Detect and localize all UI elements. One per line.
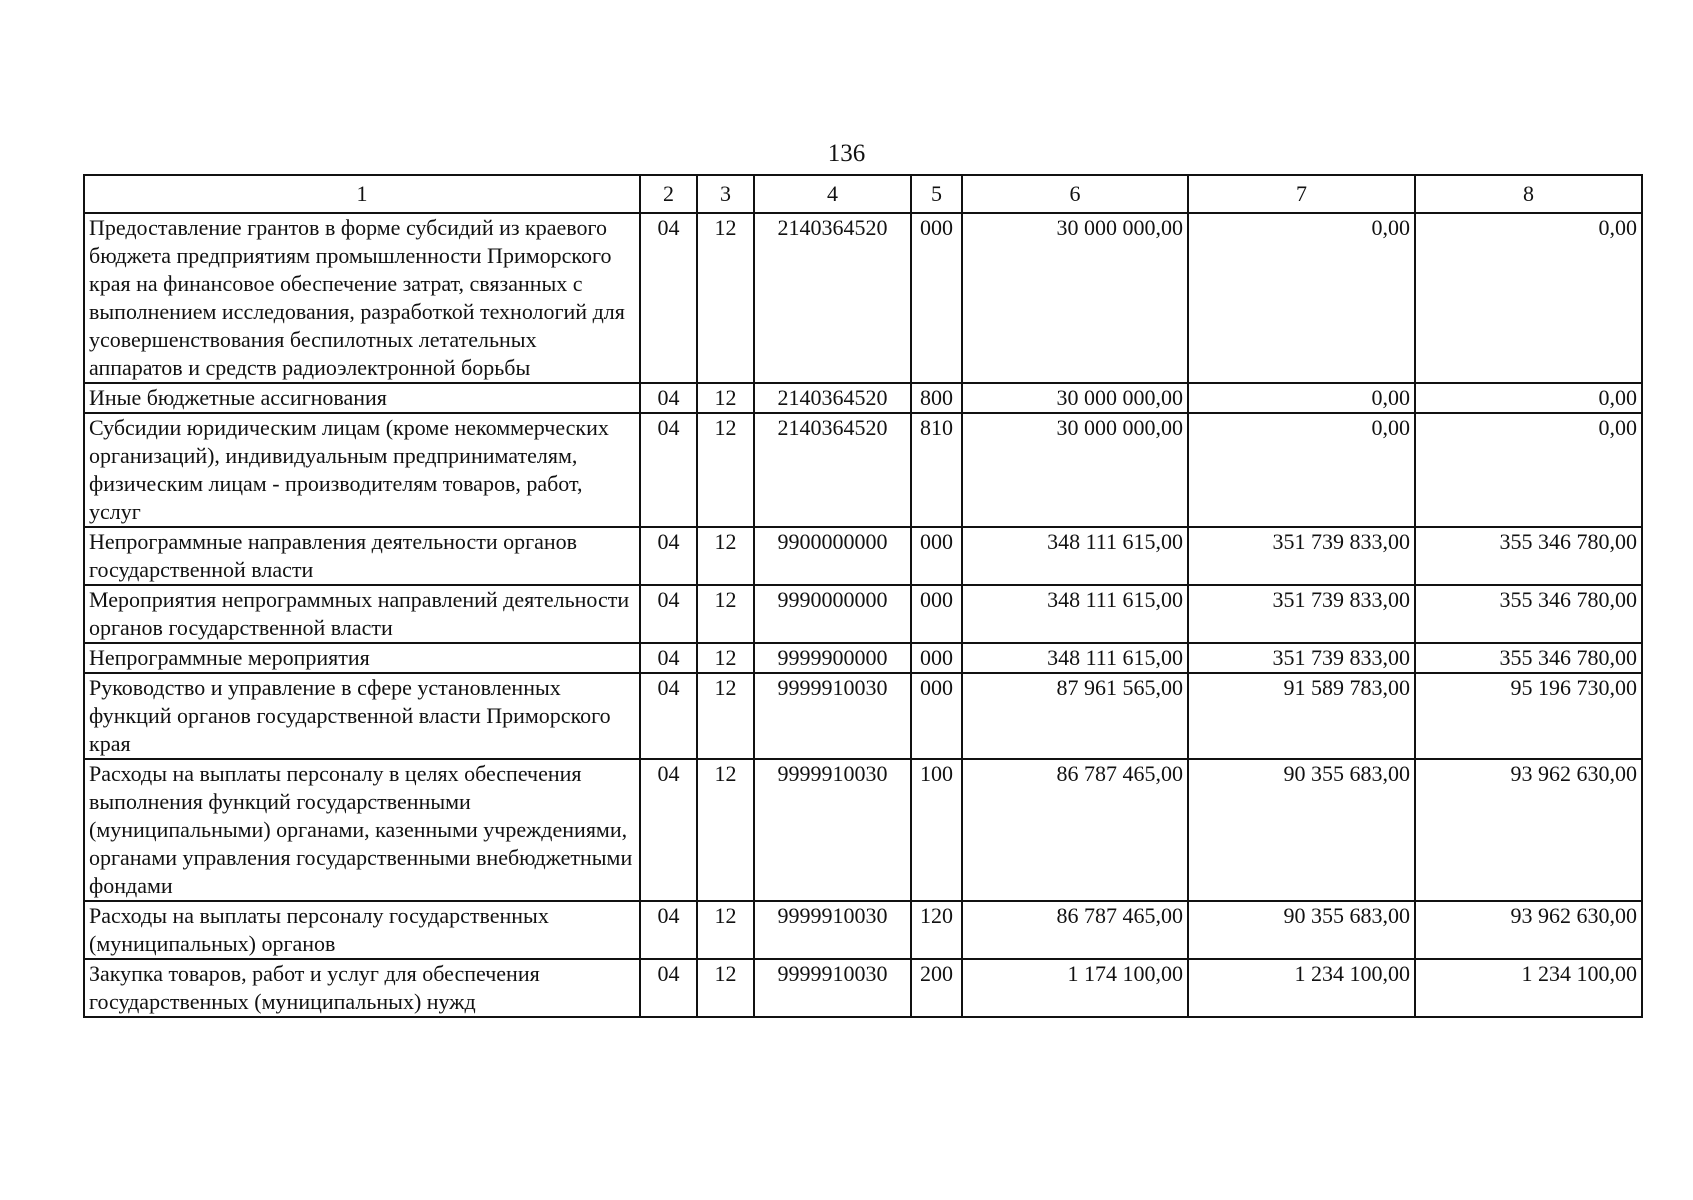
section-code: 04 xyxy=(640,527,697,585)
amount-year-1: 30 000 000,00 xyxy=(962,213,1188,383)
expense-type-code: 810 xyxy=(911,413,962,527)
expense-type-code: 000 xyxy=(911,643,962,673)
row-name: Непрограммные направления деятельности органов государственной власти xyxy=(84,527,640,585)
column-header: 1 xyxy=(84,175,640,213)
subsection-code: 12 xyxy=(697,413,754,527)
amount-year-3: 0,00 xyxy=(1415,413,1642,527)
amount-year-2: 0,00 xyxy=(1188,213,1415,383)
amount-year-1: 30 000 000,00 xyxy=(962,383,1188,413)
row-name: Расходы на выплаты персоналу в целях обеспечения выполнения функций государственными (муниципальными) органами, казенными учреждениями, органами управления государственными внебюджетными фондами xyxy=(84,759,640,901)
amount-year-3: 355 346 780,00 xyxy=(1415,585,1642,643)
subsection-code: 12 xyxy=(697,383,754,413)
column-header: 2 xyxy=(640,175,697,213)
amount-year-3: 0,00 xyxy=(1415,383,1642,413)
target-article-code: 2140364520 xyxy=(754,213,911,383)
table-row xyxy=(84,673,1642,759)
amount-year-3: 355 346 780,00 xyxy=(1415,527,1642,585)
table-body xyxy=(84,213,1642,1017)
section-code: 04 xyxy=(640,413,697,527)
subsection-code: 12 xyxy=(697,959,754,1017)
table-row xyxy=(84,901,1642,959)
target-article-code: 9999910030 xyxy=(754,673,911,759)
subsection-code: 12 xyxy=(697,527,754,585)
amount-year-3: 93 962 630,00 xyxy=(1415,759,1642,901)
amount-year-1: 348 111 615,00 xyxy=(962,527,1188,585)
target-article-code: 9990000000 xyxy=(754,585,911,643)
section-code: 04 xyxy=(640,585,697,643)
section-code: 04 xyxy=(640,959,697,1017)
target-article-code: 9900000000 xyxy=(754,527,911,585)
column-header: 4 xyxy=(754,175,911,213)
section-code: 04 xyxy=(640,383,697,413)
target-article-code: 9999910030 xyxy=(754,901,911,959)
row-name: Руководство и управление в сфере установленных функций органов государственной власти Приморского края xyxy=(84,673,640,759)
expense-type-code: 100 xyxy=(911,759,962,901)
row-name: Закупка товаров, работ и услуг для обеспечения государственных (муниципальных) нужд xyxy=(84,959,640,1017)
amount-year-3: 95 196 730,00 xyxy=(1415,673,1642,759)
table-row xyxy=(84,413,1642,527)
amount-year-2: 90 355 683,00 xyxy=(1188,759,1415,901)
amount-year-2: 1 234 100,00 xyxy=(1188,959,1415,1017)
amount-year-2: 90 355 683,00 xyxy=(1188,901,1415,959)
table-row xyxy=(84,383,1642,413)
expense-type-code: 120 xyxy=(911,901,962,959)
row-name: Расходы на выплаты персоналу государственных (муниципальных) органов xyxy=(84,901,640,959)
amount-year-2: 0,00 xyxy=(1188,413,1415,527)
row-name: Субсидии юридическим лицам (кроме некоммерческих организаций), индивидуальным предпринимателям, физическим лицам - производителям товаров, работ, услуг xyxy=(84,413,640,527)
amount-year-2: 351 739 833,00 xyxy=(1188,585,1415,643)
amount-year-3: 1 234 100,00 xyxy=(1415,959,1642,1017)
budget-table xyxy=(83,174,1643,1018)
target-article-code: 2140364520 xyxy=(754,413,911,527)
amount-year-2: 0,00 xyxy=(1188,383,1415,413)
column-header: 5 xyxy=(911,175,962,213)
expense-type-code: 800 xyxy=(911,383,962,413)
amount-year-1: 86 787 465,00 xyxy=(962,759,1188,901)
subsection-code: 12 xyxy=(697,585,754,643)
target-article-code: 9999900000 xyxy=(754,643,911,673)
subsection-code: 12 xyxy=(697,213,754,383)
section-code: 04 xyxy=(640,759,697,901)
amount-year-2: 91 589 783,00 xyxy=(1188,673,1415,759)
expense-type-code: 000 xyxy=(911,213,962,383)
row-name: Непрограммные мероприятия xyxy=(84,643,640,673)
expense-type-code: 000 xyxy=(911,585,962,643)
section-code: 04 xyxy=(640,213,697,383)
amount-year-1: 1 174 100,00 xyxy=(962,959,1188,1017)
amount-year-3: 93 962 630,00 xyxy=(1415,901,1642,959)
column-header: 3 xyxy=(697,175,754,213)
expense-type-code: 200 xyxy=(911,959,962,1017)
section-code: 04 xyxy=(640,643,697,673)
expense-type-code: 000 xyxy=(911,673,962,759)
target-article-code: 9999910030 xyxy=(754,959,911,1017)
expense-type-code: 000 xyxy=(911,527,962,585)
table-row xyxy=(84,759,1642,901)
amount-year-2: 351 739 833,00 xyxy=(1188,643,1415,673)
table-row xyxy=(84,643,1642,673)
row-name: Иные бюджетные ассигнования xyxy=(84,383,640,413)
target-article-code: 9999910030 xyxy=(754,759,911,901)
column-header: 8 xyxy=(1415,175,1642,213)
amount-year-1: 348 111 615,00 xyxy=(962,585,1188,643)
amount-year-1: 348 111 615,00 xyxy=(962,643,1188,673)
header-row xyxy=(84,175,1642,213)
table-row xyxy=(84,527,1642,585)
table-row xyxy=(84,959,1642,1017)
amount-year-1: 30 000 000,00 xyxy=(962,413,1188,527)
amount-year-1: 86 787 465,00 xyxy=(962,901,1188,959)
subsection-code: 12 xyxy=(697,901,754,959)
table-row xyxy=(84,213,1642,383)
subsection-code: 12 xyxy=(697,759,754,901)
page-number: 136 xyxy=(827,140,866,167)
row-name: Мероприятия непрограммных направлений деятельности органов государственной власти xyxy=(84,585,640,643)
column-header: 7 xyxy=(1188,175,1415,213)
section-code: 04 xyxy=(640,673,697,759)
table-header xyxy=(84,175,1642,213)
column-header: 6 xyxy=(962,175,1188,213)
subsection-code: 12 xyxy=(697,673,754,759)
target-article-code: 2140364520 xyxy=(754,383,911,413)
table-row xyxy=(84,585,1642,643)
amount-year-1: 87 961 565,00 xyxy=(962,673,1188,759)
section-code: 04 xyxy=(640,901,697,959)
amount-year-3: 0,00 xyxy=(1415,213,1642,383)
amount-year-3: 355 346 780,00 xyxy=(1415,643,1642,673)
amount-year-2: 351 739 833,00 xyxy=(1188,527,1415,585)
row-name: Предоставление грантов в форме субсидий из краевого бюджета предприятиям промышленности Приморского края на финансовое обеспечение затрат, связанных с выполнением исследования, разработкой технологий для усовершенствования беспилотных летательных аппаратов и средств радиоэлектронной борьбы xyxy=(84,213,640,383)
subsection-code: 12 xyxy=(697,643,754,673)
